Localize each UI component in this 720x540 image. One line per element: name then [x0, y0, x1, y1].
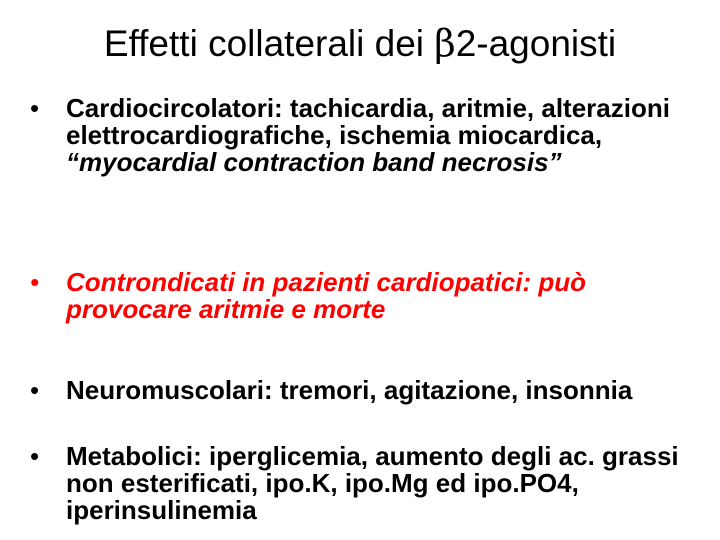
bullet-marker: • [30, 375, 40, 405]
bullet-marker: • [30, 267, 40, 297]
title-suffix: 2-agonisti [455, 23, 617, 64]
bullet-text: Metabolici: iperglicemia, aumento degli ac. grassi non esterificati, ipo.K, ipo.Mg ed ipo.PO4, iperinsulinemia [66, 441, 679, 525]
beta-symbol: β [434, 22, 456, 65]
bullet-text [30, 95, 710, 176]
bullet-controndicati [30, 269, 710, 323]
bullet-text-plain: Cardiocircolatori: tachicardia, aritmie, alterazioni elettrocardiografiche, ischemia miocardica, [66, 93, 670, 150]
slide-title [0, 22, 720, 66]
bullet-marker: • [30, 441, 40, 471]
bullet-text: Controndicati in pazienti cardiopatici: può provocare aritmie e morte [66, 267, 587, 324]
bullet-cardiocircolatori [30, 95, 710, 176]
title-prefix: Effetti collaterali dei [103, 23, 435, 64]
bullet-marker: • [30, 93, 40, 123]
bullet-neuromuscolari [30, 377, 710, 404]
bullet-text: Neuromuscolari: tremori, agitazione, insonnia [66, 375, 633, 405]
bullet-metabolici [30, 443, 710, 524]
bullet-text-italic: “myocardial contraction band necrosis” [66, 147, 562, 177]
